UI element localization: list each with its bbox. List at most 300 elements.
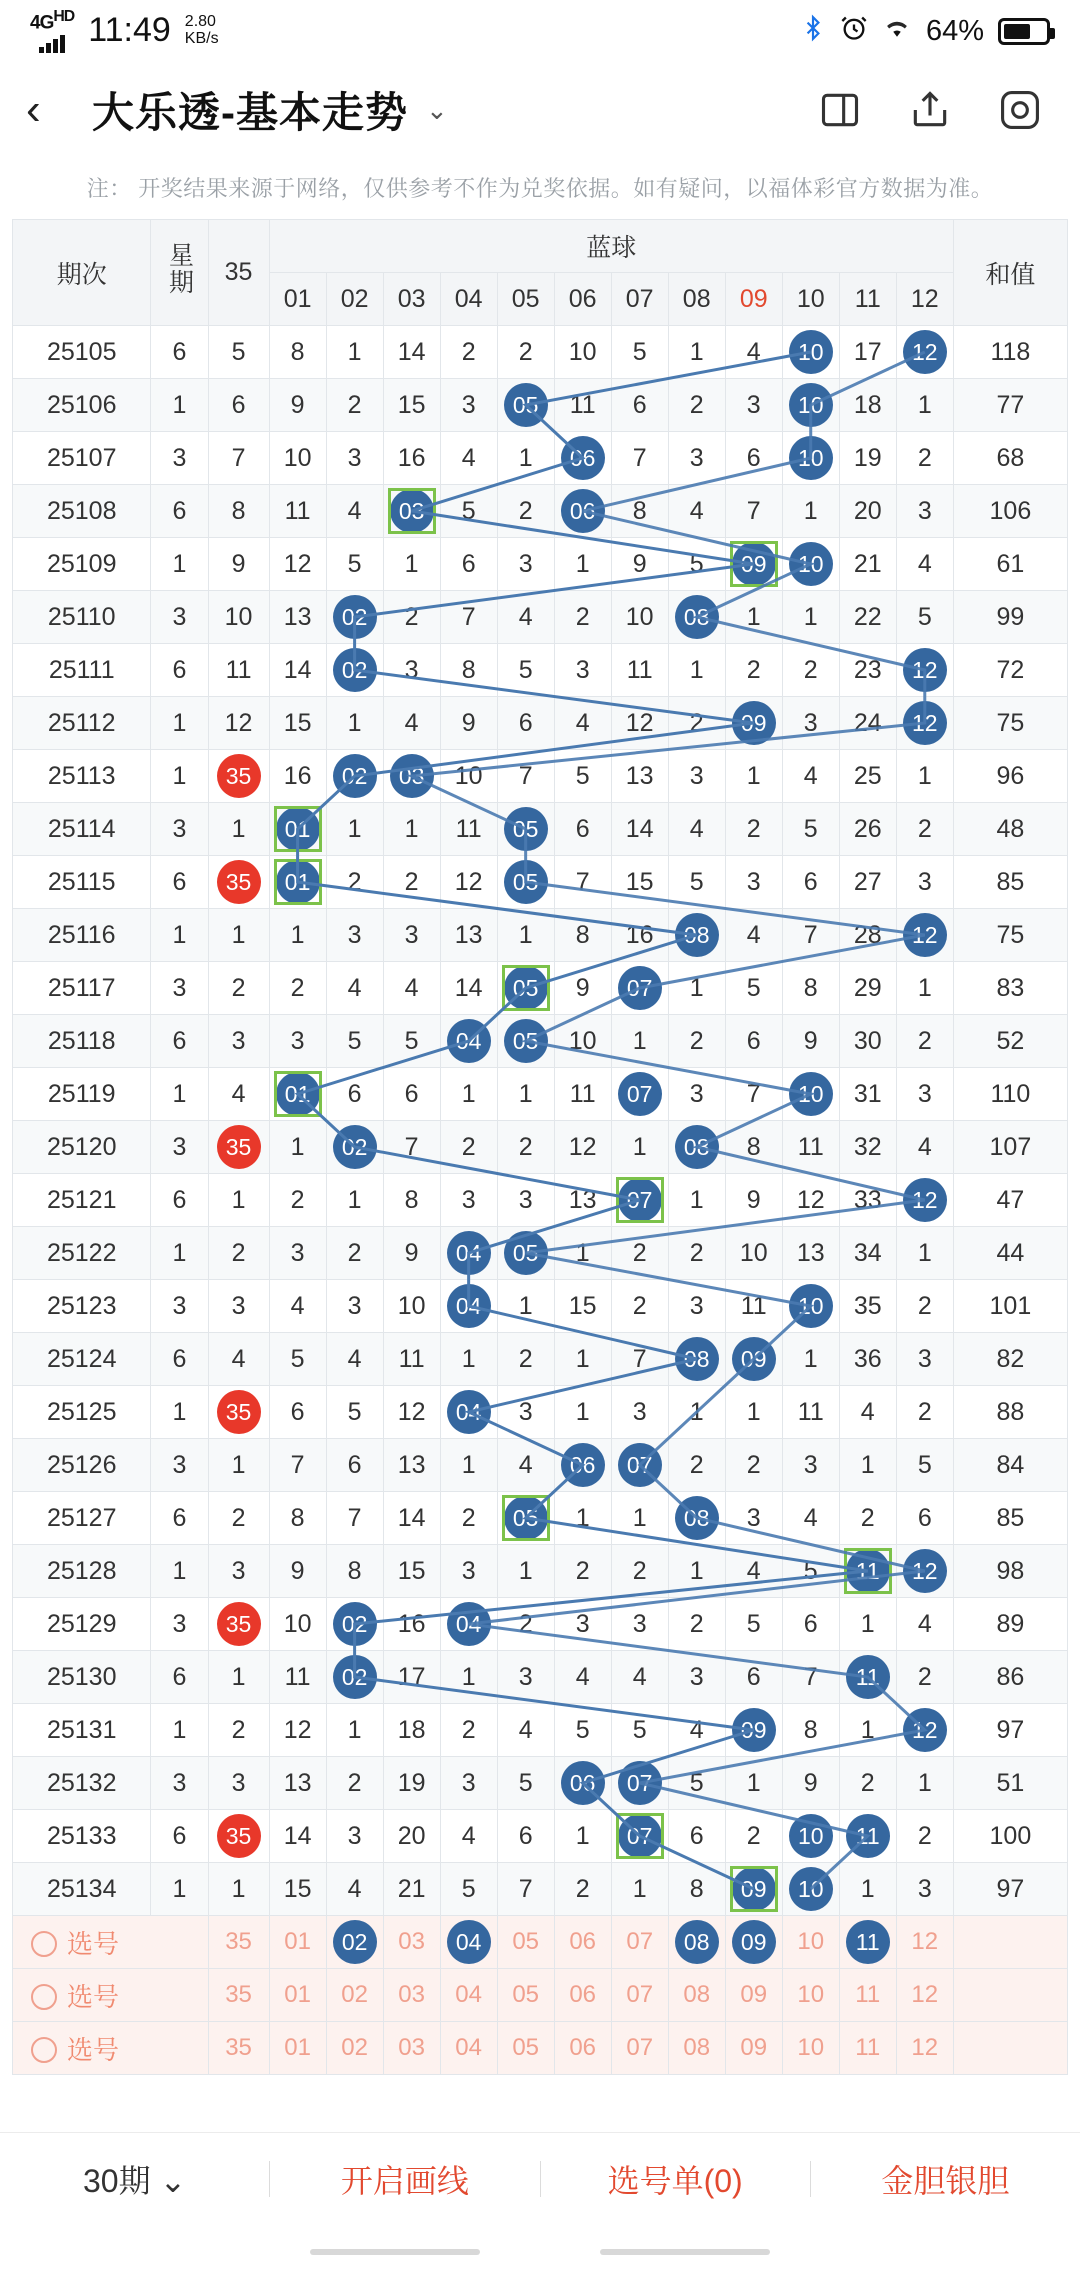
cell-ball-12[interactable]	[896, 1545, 953, 1598]
cell-ball-07[interactable]: 11	[611, 644, 668, 697]
cell-ball-10[interactable]: 11	[782, 1121, 839, 1174]
cell-ball-08[interactable]: 1	[668, 962, 725, 1015]
cell-ball-08[interactable]: 4	[668, 1704, 725, 1757]
cell-ball-02[interactable]	[326, 1121, 383, 1174]
col-ball-header-03[interactable]: 03	[383, 273, 440, 326]
cell-ball-07[interactable]: 2	[611, 1545, 668, 1598]
cell-ball-07[interactable]: 7	[611, 432, 668, 485]
cell-ball-12[interactable]: 4	[896, 1121, 953, 1174]
cell-ball-08[interactable]: 3	[668, 1068, 725, 1121]
cell-ball-09[interactable]: 5	[725, 962, 782, 1015]
cell-ball-06[interactable]: 7	[554, 856, 611, 909]
cell-ball-02[interactable]: 1	[326, 1704, 383, 1757]
table-row[interactable]	[13, 1386, 1068, 1439]
cell-ball-06[interactable]: 1	[554, 1227, 611, 1280]
selection-ball-01[interactable]: 01	[269, 1916, 326, 1969]
cell-ball-10[interactable]: 2	[782, 644, 839, 697]
cell-ball-09[interactable]: 11	[725, 1280, 782, 1333]
cell-ball-11[interactable]: 18	[839, 379, 896, 432]
cell-ball-09[interactable]: 8	[725, 1121, 782, 1174]
cell-ball-11[interactable]: 26	[839, 803, 896, 856]
cell-ball-12[interactable]	[896, 644, 953, 697]
cell-ball-11[interactable]: 23	[839, 644, 896, 697]
cell-ball-08[interactable]: 2	[668, 697, 725, 750]
cell-ball-11[interactable]: 35	[839, 1280, 896, 1333]
cell-ball-35[interactable]: 1	[208, 1651, 269, 1704]
selection-ball-07[interactable]: 07	[611, 1916, 668, 1969]
cell-ball-12[interactable]: 1	[896, 1757, 953, 1810]
cell-ball-12[interactable]: 2	[896, 1280, 953, 1333]
cell-ball-35[interactable]: 9	[208, 538, 269, 591]
cell-ball-04[interactable]: 4	[440, 432, 497, 485]
selection-ball-09[interactable]: 09	[725, 1969, 782, 2022]
cell-ball-09[interactable]: 7	[725, 1068, 782, 1121]
cell-ball-10[interactable]: 12	[782, 1174, 839, 1227]
selection-ball-06[interactable]: 06	[554, 1916, 611, 1969]
radio-icon[interactable]	[31, 1931, 57, 1957]
cell-ball-01[interactable]: 1	[269, 909, 326, 962]
cell-ball-35[interactable]: 11	[208, 644, 269, 697]
cell-ball-06[interactable]: 2	[554, 1545, 611, 1598]
cell-ball-03[interactable]: 11	[383, 1333, 440, 1386]
cell-ball-06[interactable]: 15	[554, 1280, 611, 1333]
cell-ball-08[interactable]	[668, 1333, 725, 1386]
cell-ball-03[interactable]: 13	[383, 1439, 440, 1492]
table-row[interactable]	[13, 538, 1068, 591]
cell-ball-07[interactable]: 14	[611, 803, 668, 856]
cell-ball-01[interactable]: 14	[269, 1810, 326, 1863]
cell-ball-03[interactable]: 21	[383, 1863, 440, 1916]
nav-pill[interactable]	[310, 2249, 480, 2255]
cell-ball-04[interactable]: 6	[440, 538, 497, 591]
table-row[interactable]	[13, 962, 1068, 1015]
cell-issue[interactable]: 25116	[13, 909, 151, 962]
cell-ball-35[interactable]: 8	[208, 485, 269, 538]
cell-ball-06[interactable]: 4	[554, 697, 611, 750]
cell-ball-02[interactable]: 2	[326, 1757, 383, 1810]
col-ball-header-01[interactable]: 01	[269, 273, 326, 326]
cell-ball-09[interactable]: 5	[725, 1598, 782, 1651]
selection-row[interactable]	[13, 1916, 1068, 1969]
selection-list-button[interactable]: 选号单(0)	[607, 2162, 743, 2199]
cell-ball-35[interactable]: 3	[208, 1015, 269, 1068]
selection-ball-11[interactable]: 11	[839, 2022, 896, 2075]
cell-ball-02[interactable]	[326, 591, 383, 644]
cell-ball-07[interactable]	[611, 962, 668, 1015]
table-row[interactable]	[13, 803, 1068, 856]
selection-ball-03[interactable]: 03	[383, 2022, 440, 2075]
cell-ball-04[interactable]: 1	[440, 1651, 497, 1704]
cell-ball-04[interactable]: 11	[440, 803, 497, 856]
cell-ball-04[interactable]: 1	[440, 1439, 497, 1492]
cell-ball-03[interactable]	[383, 750, 440, 803]
cell-ball-08[interactable]	[668, 1121, 725, 1174]
cell-ball-01[interactable]: 9	[269, 379, 326, 432]
table-row[interactable]	[13, 1651, 1068, 1704]
selection-ball-11[interactable]	[839, 1916, 896, 1969]
cell-ball-01[interactable]: 5	[269, 1333, 326, 1386]
table-row[interactable]	[13, 1333, 1068, 1386]
cell-ball-01[interactable]: 3	[269, 1015, 326, 1068]
cell-ball-09[interactable]: 2	[725, 1810, 782, 1863]
cell-issue[interactable]: 25129	[13, 1598, 151, 1651]
cell-ball-02[interactable]: 6	[326, 1068, 383, 1121]
share-icon[interactable]	[908, 88, 952, 132]
cell-ball-10[interactable]: 5	[782, 1545, 839, 1598]
cell-ball-05[interactable]: 4	[497, 1439, 554, 1492]
cell-ball-35[interactable]: 4	[208, 1068, 269, 1121]
selection-row[interactable]	[13, 1969, 1068, 2022]
cell-ball-05[interactable]: 2	[497, 1598, 554, 1651]
cell-ball-12[interactable]: 3	[896, 1863, 953, 1916]
selection-ball-01[interactable]: 01	[269, 1969, 326, 2022]
cell-ball-12[interactable]: 6	[896, 1492, 953, 1545]
cell-ball-06[interactable]: 4	[554, 1651, 611, 1704]
cell-issue[interactable]: 25113	[13, 750, 151, 803]
cell-ball-05[interactable]: 4	[497, 1704, 554, 1757]
selection-ball-09[interactable]: 09	[725, 2022, 782, 2075]
cell-ball-08[interactable]: 2	[668, 1015, 725, 1068]
col-sum-header[interactable]: 和值	[953, 220, 1067, 326]
cell-ball-01[interactable]	[269, 856, 326, 909]
cell-ball-35[interactable]: 5	[208, 326, 269, 379]
selection-ball-35[interactable]: 35	[208, 1969, 269, 2022]
cell-issue[interactable]: 25108	[13, 485, 151, 538]
cell-ball-11[interactable]: 25	[839, 750, 896, 803]
cell-issue[interactable]: 25105	[13, 326, 151, 379]
cell-ball-06[interactable]	[554, 1439, 611, 1492]
cell-issue[interactable]: 25131	[13, 1704, 151, 1757]
cell-ball-08[interactable]: 2	[668, 1439, 725, 1492]
cell-ball-09[interactable]: 1	[725, 591, 782, 644]
table-row[interactable]	[13, 1545, 1068, 1598]
cell-ball-07[interactable]: 5	[611, 326, 668, 379]
cell-ball-12[interactable]: 3	[896, 1333, 953, 1386]
cell-ball-11[interactable]: 29	[839, 962, 896, 1015]
cell-ball-08[interactable]: 1	[668, 1545, 725, 1598]
cell-ball-07[interactable]: 8	[611, 485, 668, 538]
cell-ball-05[interactable]	[497, 856, 554, 909]
cell-ball-05[interactable]: 1	[497, 1545, 554, 1598]
cell-ball-06[interactable]: 1	[554, 1386, 611, 1439]
selection-ball-02[interactable]: 02	[326, 1969, 383, 2022]
cell-ball-09[interactable]: 6	[725, 432, 782, 485]
cell-ball-12[interactable]: 5	[896, 1439, 953, 1492]
cell-ball-10[interactable]: 6	[782, 856, 839, 909]
selection-ball-05[interactable]: 05	[497, 1916, 554, 1969]
cell-ball-01[interactable]: 9	[269, 1545, 326, 1598]
cell-ball-02[interactable]: 2	[326, 1227, 383, 1280]
cell-issue[interactable]: 25106	[13, 379, 151, 432]
cell-ball-08[interactable]: 2	[668, 1227, 725, 1280]
cell-issue[interactable]: 25117	[13, 962, 151, 1015]
cell-ball-02[interactable]: 4	[326, 1333, 383, 1386]
cell-ball-05[interactable]	[497, 1227, 554, 1280]
cell-ball-06[interactable]: 2	[554, 1863, 611, 1916]
cell-issue[interactable]: 25134	[13, 1863, 151, 1916]
cell-ball-06[interactable]: 8	[554, 909, 611, 962]
cell-ball-11[interactable]: 4	[839, 1386, 896, 1439]
cell-ball-35[interactable]: 1	[208, 909, 269, 962]
cell-ball-10[interactable]: 1	[782, 485, 839, 538]
cell-ball-08[interactable]: 4	[668, 485, 725, 538]
period-selector[interactable]	[0, 2156, 269, 2202]
col-ball-header-08[interactable]: 08	[668, 273, 725, 326]
cell-ball-11[interactable]	[839, 1810, 896, 1863]
cell-ball-04[interactable]: 1	[440, 1068, 497, 1121]
cell-ball-09[interactable]: 3	[725, 856, 782, 909]
cell-ball-35[interactable]	[208, 750, 269, 803]
cell-ball-07[interactable]: 1	[611, 1492, 668, 1545]
cell-ball-02[interactable]: 6	[326, 1439, 383, 1492]
cell-ball-06[interactable]	[554, 485, 611, 538]
cell-ball-35[interactable]: 12	[208, 697, 269, 750]
cell-ball-06[interactable]: 5	[554, 750, 611, 803]
cell-ball-04[interactable]	[440, 1015, 497, 1068]
cell-ball-12[interactable]: 2	[896, 1386, 953, 1439]
cell-ball-08[interactable]: 1	[668, 1386, 725, 1439]
cell-ball-11[interactable]	[839, 1545, 896, 1598]
cell-ball-02[interactable]: 1	[326, 326, 383, 379]
cell-ball-04[interactable]	[440, 1280, 497, 1333]
cell-ball-12[interactable]: 2	[896, 803, 953, 856]
cell-ball-03[interactable]: 15	[383, 379, 440, 432]
cell-ball-02[interactable]: 4	[326, 1863, 383, 1916]
cell-ball-05[interactable]: 1	[497, 909, 554, 962]
cell-ball-04[interactable]	[440, 1598, 497, 1651]
cell-ball-11[interactable]: 1	[839, 1598, 896, 1651]
cell-ball-04[interactable]: 14	[440, 962, 497, 1015]
draw-line-button[interactable]: 开启画线	[340, 2162, 469, 2199]
cell-ball-07[interactable]: 5	[611, 1704, 668, 1757]
selection-row[interactable]	[13, 2022, 1068, 2075]
cell-ball-01[interactable]: 13	[269, 591, 326, 644]
cell-ball-05[interactable]: 2	[497, 485, 554, 538]
cell-ball-03[interactable]: 15	[383, 1545, 440, 1598]
cell-ball-35[interactable]	[208, 856, 269, 909]
cell-ball-04[interactable]: 5	[440, 485, 497, 538]
cell-ball-10[interactable]: 9	[782, 1015, 839, 1068]
cell-ball-35[interactable]	[208, 1810, 269, 1863]
cell-ball-08[interactable]	[668, 591, 725, 644]
cell-ball-10[interactable]	[782, 538, 839, 591]
cell-ball-09[interactable]: 2	[725, 803, 782, 856]
target-icon[interactable]	[998, 88, 1042, 132]
gold-blue-button[interactable]: 金胆银胆	[881, 2162, 1010, 2199]
cell-ball-05[interactable]: 1	[497, 1280, 554, 1333]
cell-ball-01[interactable]: 2	[269, 962, 326, 1015]
cell-issue[interactable]: 25123	[13, 1280, 151, 1333]
cell-ball-09[interactable]: 4	[725, 1545, 782, 1598]
cell-ball-10[interactable]: 6	[782, 1598, 839, 1651]
cell-ball-04[interactable]: 3	[440, 1545, 497, 1598]
cell-issue[interactable]: 25112	[13, 697, 151, 750]
cell-ball-10[interactable]: 7	[782, 1651, 839, 1704]
cell-ball-12[interactable]: 1	[896, 962, 953, 1015]
cell-ball-35[interactable]: 3	[208, 1757, 269, 1810]
cell-ball-08[interactable]: 3	[668, 1280, 725, 1333]
cell-ball-12[interactable]: 5	[896, 591, 953, 644]
table-row[interactable]	[13, 909, 1068, 962]
cell-ball-07[interactable]: 1	[611, 1121, 668, 1174]
cell-ball-04[interactable]: 10	[440, 750, 497, 803]
cell-ball-10[interactable]	[782, 1068, 839, 1121]
cell-ball-07[interactable]: 2	[611, 1280, 668, 1333]
col-35-header[interactable]: 35	[208, 220, 269, 326]
cell-ball-06[interactable]: 10	[554, 326, 611, 379]
table-row[interactable]	[13, 1810, 1068, 1863]
cell-issue[interactable]: 25110	[13, 591, 151, 644]
cell-ball-02[interactable]: 1	[326, 697, 383, 750]
cell-ball-05[interactable]: 4	[497, 591, 554, 644]
table-row[interactable]	[13, 485, 1068, 538]
cell-ball-02[interactable]: 3	[326, 1810, 383, 1863]
cell-ball-35[interactable]	[208, 1386, 269, 1439]
cell-ball-06[interactable]: 1	[554, 1492, 611, 1545]
cell-ball-02[interactable]: 3	[326, 909, 383, 962]
cell-ball-07[interactable]: 10	[611, 591, 668, 644]
cell-ball-12[interactable]: 1	[896, 1227, 953, 1280]
selection-ball-04[interactable]: 04	[440, 2022, 497, 2075]
cell-ball-02[interactable]: 1	[326, 1174, 383, 1227]
cell-ball-10[interactable]: 4	[782, 1492, 839, 1545]
cell-ball-05[interactable]: 3	[497, 1386, 554, 1439]
cell-ball-10[interactable]: 1	[782, 1333, 839, 1386]
cell-ball-11[interactable]: 31	[839, 1068, 896, 1121]
cell-ball-02[interactable]: 5	[326, 1015, 383, 1068]
cell-issue[interactable]: 25125	[13, 1386, 151, 1439]
cell-ball-12[interactable]: 2	[896, 432, 953, 485]
cell-ball-10[interactable]	[782, 1863, 839, 1916]
col-ball-header-09[interactable]: 09	[725, 273, 782, 326]
cell-ball-02[interactable]: 2	[326, 856, 383, 909]
cell-ball-12[interactable]: 2	[896, 1015, 953, 1068]
selection-ball-02[interactable]	[326, 1916, 383, 1969]
cell-ball-03[interactable]: 3	[383, 644, 440, 697]
selection-ball-07[interactable]: 07	[611, 1969, 668, 2022]
cell-ball-11[interactable]: 19	[839, 432, 896, 485]
cell-ball-08[interactable]	[668, 1492, 725, 1545]
cell-ball-10[interactable]	[782, 432, 839, 485]
selection-ball-04[interactable]	[440, 1916, 497, 1969]
cell-ball-05[interactable]	[497, 1492, 554, 1545]
cell-ball-06[interactable]: 1	[554, 538, 611, 591]
cell-ball-02[interactable]: 3	[326, 432, 383, 485]
cell-ball-02[interactable]	[326, 1651, 383, 1704]
selection-ball-35[interactable]: 35	[208, 2022, 269, 2075]
cell-ball-04[interactable]: 13	[440, 909, 497, 962]
cell-ball-06[interactable]	[554, 1757, 611, 1810]
cell-ball-09[interactable]: 4	[725, 909, 782, 962]
cell-ball-10[interactable]: 3	[782, 697, 839, 750]
cell-ball-09[interactable]: 1	[725, 750, 782, 803]
cell-ball-04[interactable]: 9	[440, 697, 497, 750]
cell-ball-07[interactable]: 1	[611, 1015, 668, 1068]
table-row[interactable]	[13, 1174, 1068, 1227]
selection-ball-11[interactable]: 11	[839, 1969, 896, 2022]
table-row[interactable]	[13, 1068, 1068, 1121]
cell-ball-35[interactable]: 7	[208, 432, 269, 485]
cell-ball-08[interactable]: 1	[668, 326, 725, 379]
cell-ball-08[interactable]: 4	[668, 803, 725, 856]
cell-issue[interactable]: 25115	[13, 856, 151, 909]
table-row[interactable]	[13, 644, 1068, 697]
cell-ball-07[interactable]	[611, 1068, 668, 1121]
trend-table-container[interactable]	[0, 219, 1080, 2075]
cell-ball-01[interactable]: 7	[269, 1439, 326, 1492]
cell-ball-06[interactable]: 1	[554, 1333, 611, 1386]
cell-ball-05[interactable]	[497, 803, 554, 856]
cell-ball-10[interactable]	[782, 1280, 839, 1333]
col-ball-header-12[interactable]: 12	[896, 273, 953, 326]
cell-ball-03[interactable]: 16	[383, 432, 440, 485]
cell-ball-35[interactable]: 1	[208, 1174, 269, 1227]
cell-ball-02[interactable]: 4	[326, 485, 383, 538]
cell-ball-01[interactable]: 11	[269, 1651, 326, 1704]
cell-ball-05[interactable]: 1	[497, 1068, 554, 1121]
cell-ball-01[interactable]: 11	[269, 485, 326, 538]
cell-ball-09[interactable]	[725, 538, 782, 591]
cell-ball-10[interactable]: 7	[782, 909, 839, 962]
cell-ball-03[interactable]: 5	[383, 1015, 440, 1068]
cell-ball-05[interactable]: 3	[497, 1174, 554, 1227]
table-row[interactable]	[13, 1015, 1068, 1068]
cell-ball-08[interactable]: 6	[668, 1810, 725, 1863]
cell-ball-05[interactable]: 2	[497, 1121, 554, 1174]
selection-ball-04[interactable]: 04	[440, 1969, 497, 2022]
cell-ball-04[interactable]: 3	[440, 1174, 497, 1227]
cell-ball-12[interactable]: 2	[896, 1810, 953, 1863]
cell-ball-06[interactable]: 2	[554, 591, 611, 644]
col-ball-header-06[interactable]: 06	[554, 273, 611, 326]
table-row[interactable]	[13, 1280, 1068, 1333]
cell-ball-04[interactable]: 1	[440, 1333, 497, 1386]
cell-ball-08[interactable]: 2	[668, 1598, 725, 1651]
cell-ball-11[interactable]: 30	[839, 1015, 896, 1068]
cell-ball-11[interactable]: 32	[839, 1121, 896, 1174]
cell-ball-02[interactable]: 2	[326, 379, 383, 432]
table-row[interactable]	[13, 1492, 1068, 1545]
nav-pill[interactable]	[600, 2249, 770, 2255]
cell-ball-09[interactable]: 4	[725, 326, 782, 379]
cell-ball-35[interactable]: 3	[208, 1280, 269, 1333]
cell-ball-12[interactable]	[896, 909, 953, 962]
cell-issue[interactable]: 25114	[13, 803, 151, 856]
cell-ball-06[interactable]: 6	[554, 803, 611, 856]
col-ball-header-11[interactable]: 11	[839, 273, 896, 326]
cell-ball-11[interactable]: 33	[839, 1174, 896, 1227]
table-row[interactable]	[13, 1704, 1068, 1757]
cell-ball-04[interactable]: 2	[440, 1492, 497, 1545]
cell-ball-12[interactable]: 3	[896, 856, 953, 909]
cell-ball-05[interactable]: 5	[497, 1757, 554, 1810]
cell-ball-03[interactable]: 17	[383, 1651, 440, 1704]
back-arrow-icon[interactable]: ‹	[26, 85, 41, 134]
cell-ball-35[interactable]: 3	[208, 1545, 269, 1598]
cell-ball-01[interactable]: 13	[269, 1757, 326, 1810]
col-ball-header-04[interactable]: 04	[440, 273, 497, 326]
cell-ball-02[interactable]: 7	[326, 1492, 383, 1545]
cell-ball-35[interactable]: 2	[208, 962, 269, 1015]
cell-issue[interactable]: 25130	[13, 1651, 151, 1704]
cell-ball-06[interactable]: 12	[554, 1121, 611, 1174]
cell-issue[interactable]: 25109	[13, 538, 151, 591]
cell-ball-11[interactable]: 1	[839, 1863, 896, 1916]
table-row[interactable]	[13, 432, 1068, 485]
cell-ball-04[interactable]: 3	[440, 379, 497, 432]
cell-ball-07[interactable]	[611, 1757, 668, 1810]
selection-ball-08[interactable]	[668, 1916, 725, 1969]
